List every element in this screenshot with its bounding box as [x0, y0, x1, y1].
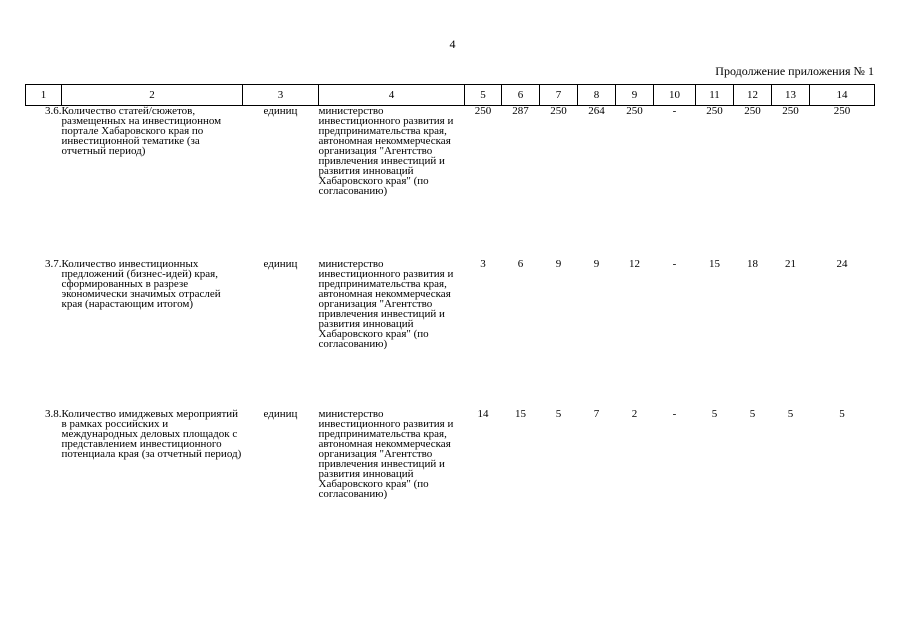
value-col-12: 250 [744, 105, 761, 117]
table-row [26, 106, 875, 260]
row-number: 3.6. [45, 105, 62, 117]
value-col-9: 12 [629, 258, 640, 270]
indicator-name: Количество имиджевых мероприятий в рамках российских и международных деловых площадок с представлением инвестиционного потенциала края (за отчетный период) [61, 408, 242, 460]
value-col-12: 18 [747, 258, 758, 270]
value-col-7: 250 [550, 105, 567, 117]
value-col-12: 5 [749, 408, 756, 420]
value-col-11: 15 [709, 258, 720, 270]
header-col-14: 14 [810, 85, 875, 106]
value-col-5: 14 [477, 408, 489, 420]
header-col-13: 13 [772, 85, 810, 106]
header-col-12: 12 [734, 85, 772, 106]
page-number: 4 [449, 37, 456, 51]
indicator-name: Количество статей/сюжетов, размещенных на инвестиционном портале Хабаровского края по инвестиционной тематике (за отчетный период) [61, 105, 222, 157]
header-col-5: 5 [465, 85, 502, 106]
value-col-13: 250 [782, 105, 799, 117]
table-row [26, 409, 875, 539]
value-col-11: 5 [711, 408, 718, 420]
value-col-8: 7 [593, 408, 600, 420]
value-col-13: 21 [785, 258, 796, 270]
value-col-8: 9 [593, 258, 600, 270]
indicators-table [25, 84, 875, 539]
responsible-executor: министерство инвестиционного развития и предпринимательства края, автономная некоммерческая организация "Агентство привлечения инвестиций и развития инноваций Хабаровского края" (по согласованию) [318, 408, 454, 500]
value-col-10: - [672, 258, 677, 270]
responsible-executor: министерство инвестиционного развития и предпринимательства края, автономная некоммерческая организация "Агентство привлечения инвестиций и развития инноваций Хабаровского края" (по согласованию) [318, 105, 454, 197]
value-col-9: 250 [626, 105, 643, 117]
value-col-5: 3 [480, 258, 486, 270]
value-col-6: 15 [515, 408, 526, 420]
value-col-14: 5 [839, 408, 845, 420]
header-col-2: 2 [62, 85, 243, 106]
header-col-8: 8 [578, 85, 616, 106]
row-number: 3.7. [45, 258, 62, 270]
row-number: 3.8. [45, 408, 62, 420]
header-col-10: 10 [654, 85, 696, 106]
continuation-label: Продолжение приложения № 1 [715, 64, 874, 78]
value-col-10: - [672, 105, 677, 117]
header-col-6: 6 [502, 85, 540, 106]
value-col-8: 264 [588, 105, 605, 117]
header-col-9: 9 [616, 85, 654, 106]
header-col-4: 4 [319, 85, 465, 106]
indicator-name: Количество инвестиционных предложений (бизнес-идей) края, сформированных в разрезе экономически значимых отраслей края (нарастающим итогом) [61, 258, 221, 310]
header-col-3: 3 [243, 85, 319, 106]
value-col-7: 5 [555, 408, 562, 420]
value-col-11: 250 [706, 105, 723, 117]
header-col-1: 1 [26, 85, 62, 106]
header-col-7: 7 [540, 85, 578, 106]
unit-of-measure: единиц [263, 105, 298, 117]
value-col-14: 250 [833, 105, 851, 117]
value-col-6: 287 [512, 105, 529, 117]
responsible-executor: министерство инвестиционного развития и предпринимательства края, автономная некоммерческая организация "Агентство привлечения инвестиций и развития инноваций Хабаровского края" (по согласованию) [318, 258, 454, 350]
value-col-5: 250 [474, 105, 492, 117]
header-row [26, 85, 875, 106]
header-col-11: 11 [696, 85, 734, 106]
table-row [26, 259, 875, 409]
value-col-13: 5 [787, 408, 794, 420]
unit-of-measure: единиц [263, 408, 298, 420]
value-col-6: 6 [517, 258, 524, 270]
value-col-14: 24 [836, 258, 848, 270]
value-col-7: 9 [555, 258, 562, 270]
value-col-10: - [672, 408, 677, 420]
value-col-9: 2 [631, 408, 638, 420]
unit-of-measure: единиц [263, 258, 298, 270]
